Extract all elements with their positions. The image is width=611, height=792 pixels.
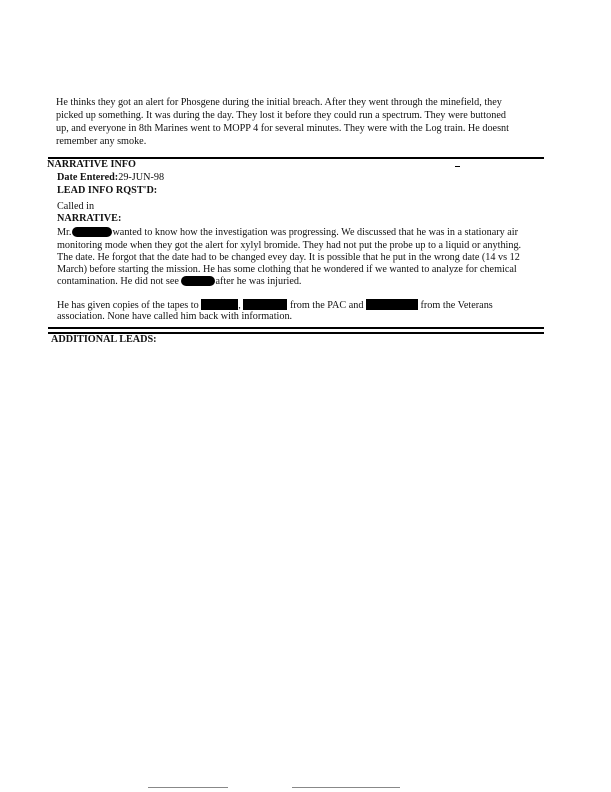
- intro-line-2: picked up something. It was during the day. They lost it before they could run a spectrum. They were buttoned: [56, 110, 506, 121]
- section-divider: [48, 327, 544, 329]
- additional-leads-heading: ADDITIONAL LEADS:: [51, 334, 157, 345]
- narrative-info-heading: NARRATIVE INFO: [47, 159, 136, 170]
- intro-line-1: He thinks they got an alert for Phosgene during the initial breach. After they went through the minefield, they: [56, 97, 502, 108]
- lead-info-label: LEAD INFO RQST'D:: [57, 185, 158, 196]
- date-entered-value: 29-JUN-98: [118, 172, 165, 183]
- narrative-line-5: [57, 276, 301, 288]
- redacted-name: [181, 276, 215, 286]
- date-entered-label: Date Entered:: [57, 172, 119, 183]
- redacted-name: [366, 299, 418, 310]
- narrative-label: NARRATIVE:: [57, 213, 122, 224]
- redacted-name: [72, 227, 112, 237]
- redacted-name: [243, 299, 287, 310]
- narrative-line-4: March) before starting the mission. He has some clothing that he wondered if we wanted to analyze for chemical: [57, 264, 517, 275]
- tapes-end: from the Veterans: [420, 300, 493, 311]
- tapes-line-2: association. None have called him back with information.: [57, 311, 293, 322]
- date-entered-row: [57, 172, 164, 184]
- called-in-text: Called in: [57, 201, 95, 212]
- narrative-line-5-start: contamination. He did not see: [57, 276, 179, 287]
- redacted-name: [201, 299, 238, 310]
- narrative-line-5-end: after he was injuried.: [215, 276, 302, 287]
- intro-line-3: up, and everyone in 8th Marines went to MOPP 4 for several minutes. They were with the Log train. He doesnt: [56, 123, 509, 134]
- intro-line-4: remember any smoke.: [56, 136, 147, 147]
- narrative-line-3: The date. He forgot that the date had to be changed evey day. It is possible that he put in the wrong date (14 vs 12: [57, 252, 520, 263]
- tapes-start: He has given copies of the tapes to: [57, 300, 199, 311]
- scan-mark: [148, 787, 228, 788]
- narrative-line-1: [57, 227, 518, 239]
- tapes-mid: from the PAC and: [289, 300, 364, 311]
- narrative-mr: Mr.: [57, 227, 72, 238]
- scan-mark: [455, 166, 460, 167]
- tapes-comma: ,: [238, 300, 241, 311]
- narrative-line-1-rest: wanted to know how the investigation was progressing. We discussed that he was in a stationary air: [112, 227, 518, 238]
- scan-mark: [292, 787, 400, 788]
- narrative-line-2: monitoring mode when they got the alert for xylyl bromide. They had not put the probe up to a liquid or anything.: [57, 240, 522, 251]
